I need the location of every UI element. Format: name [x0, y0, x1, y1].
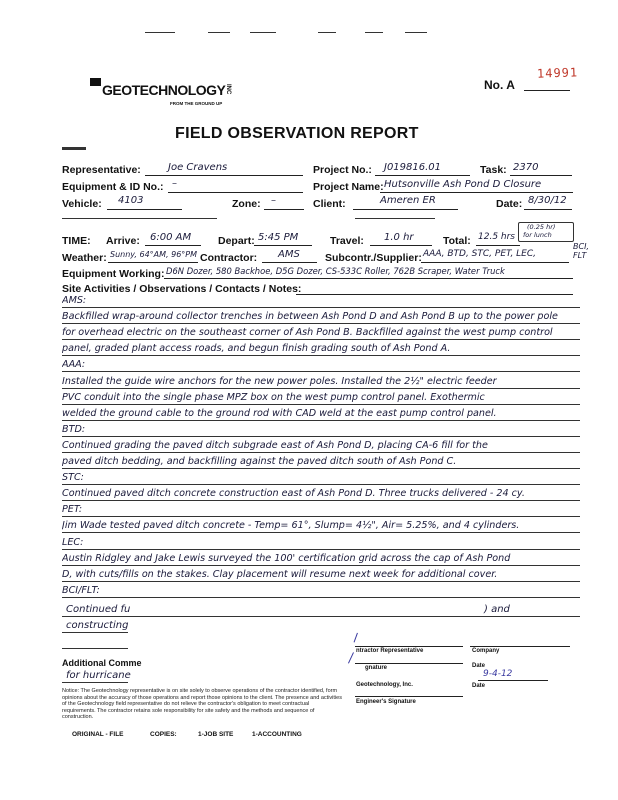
note-line: Austin Ridgley and Jake Lewis surveyed the 100' certification grid across the cap of Ash Pond	[62, 552, 511, 564]
note-line: PET:	[62, 504, 83, 516]
project-name-value: Hutsonville Ash Pond D Closure	[384, 179, 542, 190]
travel-line	[370, 245, 432, 246]
date-value: 8/30/12	[528, 195, 567, 206]
subcontractor-label: Subcontr./Supplier:	[325, 252, 422, 264]
equipment-line	[168, 192, 303, 193]
engineer-line	[355, 696, 463, 697]
separator	[355, 218, 435, 219]
note-ruled-line	[62, 565, 580, 566]
travel-label: Travel:	[330, 235, 364, 247]
logo-mark-icon	[90, 78, 101, 86]
note-ruled-line	[62, 307, 580, 308]
arrive-value: 6:00 AM	[150, 232, 192, 243]
signature-mark-icon	[348, 652, 363, 668]
geotech-label: Geotechnology, Inc.	[356, 682, 413, 688]
time-label: TIME:	[62, 235, 91, 247]
equipment-working-line	[164, 278, 573, 279]
top-dash	[250, 32, 276, 33]
project-no-label: Project No.:	[313, 164, 372, 176]
footer-accounting: 1-ACCOUNTING	[252, 731, 302, 738]
company-label: Company	[472, 648, 500, 654]
top-dash	[365, 32, 383, 33]
additional-ruled	[62, 682, 128, 683]
note-line: Continued paved ditch concrete construction east of Ash Pond D. Three trucks delivered - 24 cy.	[62, 488, 525, 500]
depart-label: Depart:	[218, 235, 255, 247]
note-line: BTD:	[62, 423, 86, 435]
additional-comments-value: for hurricane	[66, 670, 131, 681]
page-title: FIELD OBSERVATION REPORT	[175, 125, 419, 142]
partial-ruled-2	[62, 632, 128, 633]
vehicle-value: 4103	[118, 195, 144, 206]
report-number: 14991	[536, 65, 579, 81]
note-ruled-line	[62, 597, 580, 598]
logo-tagline: FROM THE GROUND UP	[170, 101, 223, 106]
subcontractor-extra: BCI, FLT	[573, 242, 589, 260]
zone-value: –	[271, 195, 276, 206]
equipment-working-label: Equipment Working:	[62, 268, 165, 280]
equipment-working-value: D6N Dozer, 580 Backhoe, D5G Dozer, CS-533C Roller, 762B Scraper, Water Truck	[166, 266, 505, 276]
client-label: Client:	[313, 198, 346, 210]
partial-ruled-1	[62, 616, 580, 617]
note-line: AMS:	[62, 295, 87, 306]
note-ruled-line	[62, 339, 580, 340]
top-dash	[405, 32, 427, 33]
note-line: STC:	[62, 472, 84, 484]
partial-ruled-3	[62, 648, 128, 649]
contractor-value: AMS	[278, 249, 300, 260]
additional-comments-label: Additional Comme	[62, 658, 142, 668]
partial-line-1-left: Continued fu	[66, 604, 131, 615]
note-line: Backfilled wrap-around collector trenches in between Ash Pond D and Ash Pond B up to the power pole	[62, 311, 558, 323]
note-ruled-line	[62, 323, 580, 324]
date-sig-value: 9-4-12	[483, 669, 513, 679]
weather-line	[108, 262, 198, 263]
note-ruled-line	[62, 468, 580, 469]
weather-label: Weather:	[62, 252, 107, 264]
total-label: Total:	[443, 235, 471, 247]
weather-value: Sunny, 64°AM, 96°PM	[110, 250, 198, 259]
date-sig-label: Date	[472, 663, 486, 669]
footer-original: ORIGINAL - FILE	[72, 731, 124, 738]
report-number-label: No. A	[484, 78, 515, 92]
note-line: panel, graded plant access roads, and begun finish grading south of Ash Pond A.	[62, 343, 451, 355]
representative-value: Joe Cravens	[168, 162, 228, 173]
equipment-label: Equipment & ID No.:	[62, 181, 164, 193]
note-ruled-line	[62, 420, 580, 421]
travel-value: 1.0 hr	[384, 232, 414, 243]
note-line: BCI/FLT:	[62, 584, 100, 596]
subcontractor-value: AAA, BTD, STC, PET, LEC,	[423, 249, 537, 259]
representative-label: Representative:	[62, 164, 141, 176]
note-line: for overhead electric on the southeast corner of Ash Pond B. Backfilled against the west pump control	[62, 327, 553, 339]
logo-text: GEOTECHNOLOGY	[102, 82, 226, 98]
zone-line	[264, 209, 304, 210]
note-ruled-line	[62, 371, 580, 372]
separator	[62, 218, 217, 219]
project-name-label: Project Name:	[313, 181, 384, 193]
lunch-note-top: (0.25 hr)	[527, 223, 556, 231]
lunch-note-box	[518, 222, 574, 242]
note-line: Installed the guide wire anchors for the new power poles. Installed the 2½" electric feeder	[62, 375, 497, 387]
arrive-label: Arrive:	[106, 235, 140, 247]
project-name-line	[380, 192, 573, 193]
zone-label: Zone:	[232, 198, 261, 210]
signature-line	[355, 663, 463, 664]
note-line: PVC conduit into the single phase MPZ box on the west pump control panel. Exothermic	[62, 391, 485, 403]
top-dash	[145, 32, 175, 33]
client-value: Ameren ER	[380, 195, 436, 206]
note-ruled-line	[62, 404, 580, 405]
footer-copies: COPIES:	[150, 731, 177, 738]
note-line: D, with cuts/fills on the stakes. Clay placement will resume next week for additional cover.	[62, 568, 498, 580]
company-line	[470, 646, 570, 647]
vehicle-label: Vehicle:	[62, 198, 102, 210]
pen-mark-icon	[354, 633, 366, 645]
client-line	[353, 209, 458, 210]
partial-line-2-left: constructing	[66, 620, 129, 631]
footer-jobsite: 1-JOB SITE	[198, 731, 234, 738]
note-ruled-line	[62, 581, 580, 582]
task-value: 2370	[513, 162, 539, 173]
date-line	[524, 209, 572, 210]
note-ruled-line	[62, 452, 580, 453]
title-mark	[62, 147, 86, 150]
date-label: Date:	[496, 198, 523, 210]
notice-text: Notice: The Geotechnology representative is on site solely to observe operations of the contractor identified, form opinions about the accuracy of those operations and report those opinions to the client. The presence and activities of the Geotechnology field representative do not relieve the contractor's obligation to meet contractual requirements. The contractor retains sole responsibility for site safety and the methods and sequence of construction.	[62, 688, 342, 720]
report-number-line	[524, 90, 570, 91]
notes-label: Site Activities / Observations / Contacts / Notes:	[62, 283, 302, 295]
depart-line	[254, 245, 312, 246]
vehicle-line	[107, 209, 182, 210]
note-line: paved ditch bedding, and backfilling against the paved ditch south of Ash Pond C.	[62, 456, 457, 467]
total-line	[476, 245, 520, 246]
note-ruled-line	[62, 484, 580, 485]
note-line: Jim Wade tested paved ditch concrete - Temp= 61°, Slump= 4½", Air= 5.25%, and 4 cylinders.	[62, 520, 520, 532]
date-2-label: Date	[472, 683, 486, 689]
note-ruled-line	[62, 500, 580, 501]
task-line	[510, 175, 572, 176]
note-ruled-line	[62, 355, 580, 356]
note-ruled-line	[62, 516, 580, 517]
note-ruled-line	[62, 388, 580, 389]
contractor-line	[262, 262, 317, 263]
project-no-value: J019816.01	[384, 162, 442, 173]
note-ruled-line	[62, 532, 580, 533]
representative-line	[145, 175, 303, 176]
note-line: welded the ground cable to the ground rod with CAD weld at the east pump control panel.	[62, 407, 497, 419]
note-line: LEC:	[62, 536, 84, 548]
date-sig-line	[478, 680, 548, 681]
engineer-label: Engineer's Signature	[356, 699, 416, 705]
depart-value: 5:45 PM	[258, 232, 299, 243]
top-dash	[208, 32, 230, 33]
note-ruled-line	[62, 436, 580, 437]
equipment-value: –	[172, 178, 177, 189]
note-line: Continued grading the paved ditch subgrade east of Ash Pond D, placing CA-6 fill for the	[62, 439, 488, 451]
project-no-line	[375, 175, 470, 176]
contractor-label: Contractor:	[200, 252, 258, 264]
top-dash	[318, 32, 336, 33]
lunch-note-bottom: for lunch	[523, 231, 552, 239]
logo-suffix: INC	[225, 84, 231, 95]
total-value: 12.5 hrs	[478, 232, 515, 242]
note-line: AAA:	[62, 359, 86, 371]
contractor-rep-line	[355, 646, 463, 647]
partial-line-1-right: ) and	[484, 604, 510, 615]
arrive-line	[145, 245, 201, 246]
note-ruled-line	[62, 549, 580, 550]
contractor-rep-label: ntractor Representative	[356, 648, 424, 654]
subcontractor-line	[421, 262, 569, 263]
task-label: Task:	[480, 164, 507, 176]
signature-label: gnature	[365, 665, 388, 671]
